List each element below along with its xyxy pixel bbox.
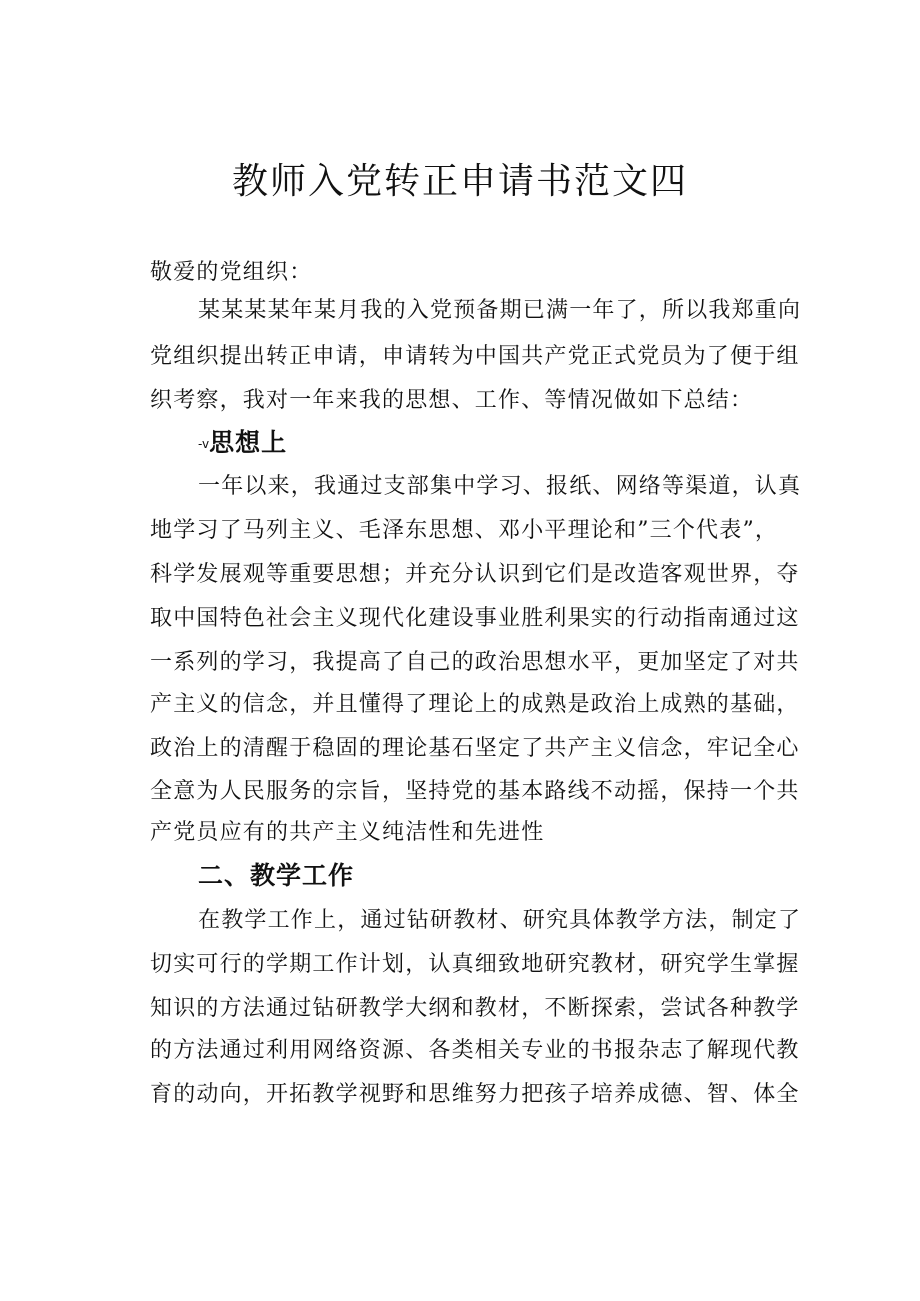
section-heading-teaching: 二、教学工作 [198, 861, 355, 890]
body-line: 取中国特色社会主义现代化建设事业胜利果实的行动指南通过这 [150, 606, 800, 631]
body-line: 知识的方法通过钻研教学大纲和教材，不断探索，尝试各种教学 [150, 996, 800, 1021]
salutation: 敬爱的党组织： [150, 260, 313, 285]
heading-prefix: -v [198, 437, 210, 451]
body-line: 一系列的学习，我提高了自己的政治思想水平，更加坚定了对共 [150, 650, 800, 675]
body-line: 育的动向，开拓教学视野和思维努力把孩子培养成德、智、体全 [150, 1082, 800, 1107]
body-line: 产党员应有的共产主义纯洁性和先进性 [150, 820, 545, 845]
section-heading-thought [198, 427, 287, 460]
intro-line: 某某某某年某月我的入党预备期已满一年了，所以我郑重向 [198, 298, 802, 323]
body-line: 产主义的信念，并且懂得了理论上的成熟是政治上成熟的基础， [150, 692, 800, 717]
intro-line: 织考察，我对一年来我的思想、工作、等情况做如下总结： [150, 388, 754, 413]
body-line: 科学发展观等重要思想；并充分认识到它们是改造客观世界，夺 [150, 562, 800, 587]
heading-label: 思想上 [209, 428, 288, 457]
body-line: 在教学工作上，通过钻研教材、研究具体教学方法，制定了 [198, 908, 802, 933]
body-line: 全意为人民服务的宗旨，坚持党的基本路线不动摇，保持一个共 [150, 779, 800, 804]
body-line: 一年以来，我通过支部集中学习、报纸、网络等渠道，认真 [198, 474, 802, 499]
intro-line: 党组织提出转正申请，申请转为中国共产党正式党员为了便于组 [150, 344, 800, 369]
body-line: 地学习了马列主义、毛泽东思想、邓小平理论和”三个代表”， [150, 518, 779, 543]
body-line: 切实可行的学期工作计划，认真细致地研究教材，研究学生掌握 [150, 952, 800, 977]
body-line: 政治上的清醒于稳固的理论基石坚定了共产主义信念，牢记全心 [150, 736, 800, 761]
body-line: 的方法通过利用网络资源、各类相关专业的书报杂志了解现代教 [150, 1038, 800, 1063]
document-title: 教师入党转正申请书范文四 [231, 161, 688, 202]
